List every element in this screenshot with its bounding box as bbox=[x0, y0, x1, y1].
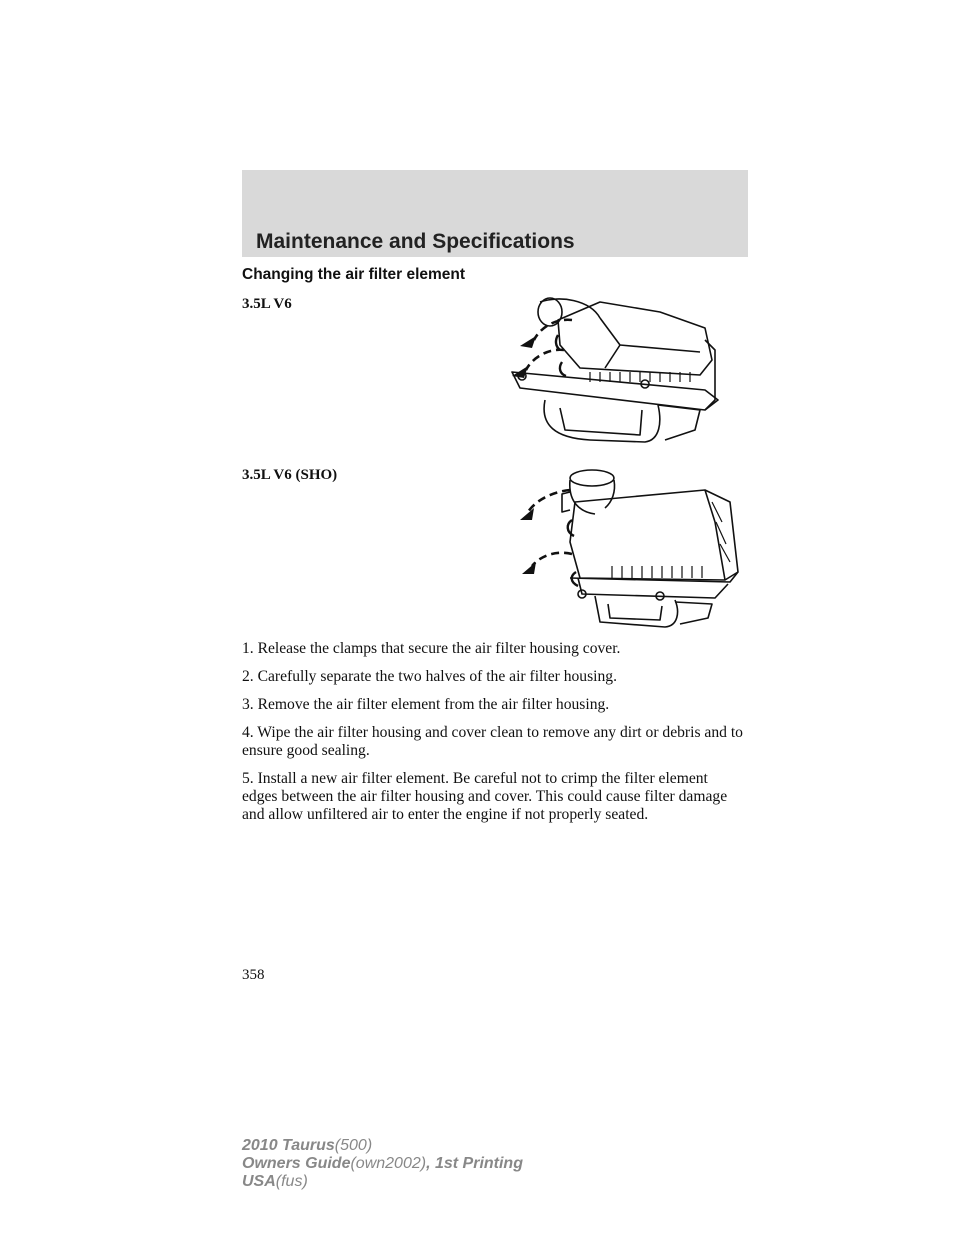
footer-model-code: (500) bbox=[334, 1137, 373, 1154]
footer-guide: Owners Guide bbox=[242, 1155, 351, 1172]
instruction-steps bbox=[242, 640, 747, 834]
page-title: Maintenance and Specifications bbox=[256, 230, 575, 253]
figure-label-v6-sho: 3.5L V6 (SHO) bbox=[242, 467, 338, 483]
air-filter-housing-v6-sho-illustration bbox=[500, 462, 745, 637]
page-number: 358 bbox=[242, 967, 265, 983]
step-3: 3. Remove the air filter element from the air filter housing. bbox=[242, 696, 610, 713]
footer-line-3 bbox=[242, 1173, 523, 1191]
footer-print-info bbox=[242, 1137, 523, 1191]
footer-model: 2010 Taurus bbox=[242, 1137, 335, 1154]
air-filter-housing-v6-illustration bbox=[500, 290, 730, 460]
figure-label-v6: 3.5L V6 bbox=[242, 296, 292, 312]
step-2: 2. Carefully separate the two halves of the air filter housing. bbox=[242, 668, 617, 685]
step-5: 5. Install a new air filter element. Be careful not to crimp the filter element edges between the air filter housing and cover. This could cause filter damage and allow unfiltered air to enter the engine if not properly seated. bbox=[242, 770, 728, 823]
step-1: 1. Release the clamps that secure the air filter housing cover. bbox=[242, 640, 621, 657]
section-heading: Changing the air filter element bbox=[242, 266, 466, 283]
footer-market-code: (fus) bbox=[275, 1173, 308, 1190]
footer-market: USA bbox=[242, 1173, 276, 1190]
step-4: 4. Wipe the air filter housing and cover clean to remove any dirt or debris and to ensure good sealing. bbox=[242, 724, 743, 759]
footer-printing: , 1st Printing bbox=[426, 1155, 523, 1172]
footer-guide-code: (own2002) bbox=[350, 1155, 427, 1172]
footer-line-2 bbox=[242, 1155, 523, 1173]
footer-line-1 bbox=[242, 1137, 523, 1155]
